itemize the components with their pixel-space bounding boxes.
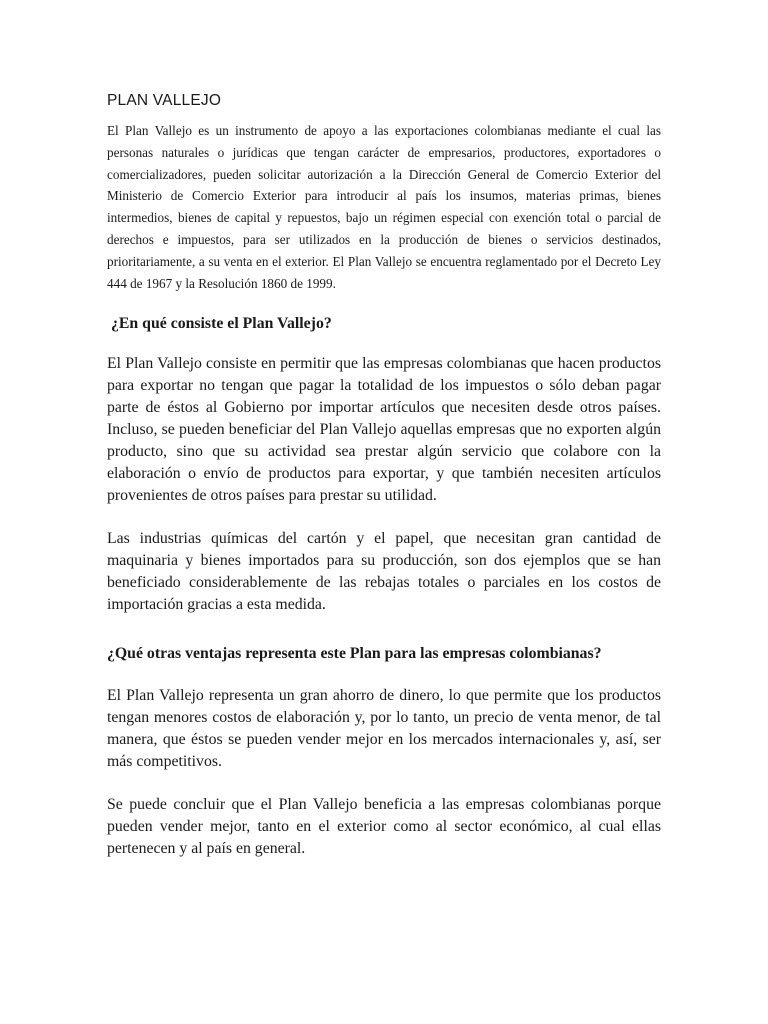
document-title: PLAN VALLEJO xyxy=(107,92,222,109)
body-paragraph-1: El Plan Vallejo consiste en permitir que las empresas colombianas que hacen productos para exportar no tengan que pagar la totalidad de los impuestos o sólo deban pagar parte de éstos al Gobierno por importar artículos que necesiten desde otros países. Incluso, se pueden beneficiar del Plan Vallejo aquellas empresas que no exporten algún producto, sino que su actividad sea prestar algún servicio que colabore con la elaboración o envío de productos para exportar, y que también necesiten artículos provenientes de otros países para prestar su utilidad. xyxy=(107,355,661,505)
section-heading-advantages: ¿Qué otras ventajas representa este Plan para las empresas colombianas? xyxy=(107,645,602,663)
body-paragraph-4: Se puede concluir que el Plan Vallejo beneficia a las empresas colombianas porque pueden vender mejor, tanto en el exterior como al sector económico, al cual ellas pertenecen y al país en general. xyxy=(107,796,661,858)
body-paragraph-3: El Plan Vallejo representa un gran ahorro de dinero, lo que permite que los productos tengan menores costos de elaboración y, por lo tanto, un precio de venta menor, de tal manera, que éstos se pueden vender mejor en los mercados internacionales y, así, ser más competitivos. xyxy=(107,687,661,771)
intro-paragraph: El Plan Vallejo es un instrumento de apoyo a las exportaciones colombianas mediante el cual las personas naturales o jurídicas que tengan carácter de empresarios, productores, exportadores o comercializadores, pueden solicitar autorización a la Dirección General de Comercio Exterior del Ministerio de Comercio Exterior para introducir al país los insumos, materias primas, bienes intermedios, bienes de capital y repuestos, bajo un régimen especial con exención total o parcial de derechos e impuestos, para ser utilizados en la producción de bienes o servicios destinados, prioritariamente, a su venta en el exterior. El Plan Vallejo se encuentra reglamentado por el Decreto Ley 444 de 1967 y la Resolución 1860 de 1999. xyxy=(107,123,661,291)
section-heading-what-is: ¿En qué consiste el Plan Vallejo? xyxy=(111,315,332,333)
body-paragraph-2: Las industrias químicas del cartón y el papel, que necesitan gran cantidad de maquinaria y bienes importados para su producción, son dos ejemplos que se han beneficiado considerablemente de las rebajas totales o parciales en los costos de importación gracias a esta medida. xyxy=(107,530,661,614)
document-page xyxy=(107,92,661,860)
